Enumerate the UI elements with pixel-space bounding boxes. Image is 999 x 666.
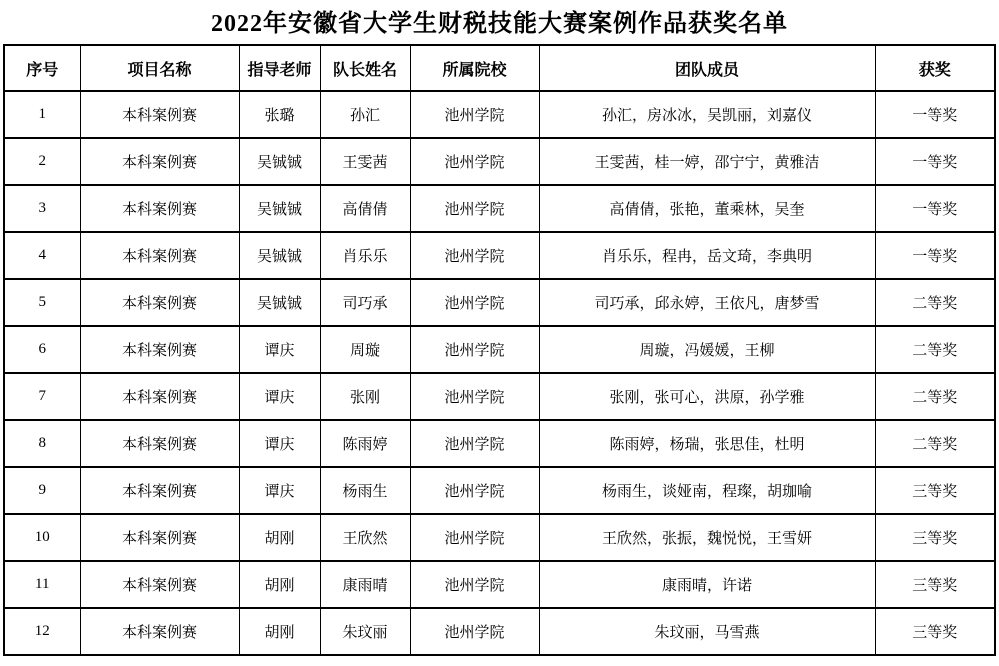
cell-team-members: 王欣然，张振，魏悦悦，王雪妍 [539, 514, 875, 561]
col-header-index: 序号 [4, 45, 80, 91]
cell-institution: 池州学院 [410, 373, 539, 420]
cell-leader-name: 王雯茜 [320, 138, 410, 185]
cell-leader-name: 朱玟丽 [320, 608, 410, 655]
cell-advisor: 谭庆 [239, 373, 320, 420]
cell-index: 2 [4, 138, 80, 185]
cell-leader-name: 孙汇 [320, 91, 410, 138]
cell-project-name: 本科案例赛 [80, 326, 239, 373]
cell-advisor: 吴铖铖 [239, 232, 320, 279]
cell-advisor: 谭庆 [239, 326, 320, 373]
col-header-institution: 所属院校 [410, 45, 539, 91]
table-row [4, 373, 995, 420]
cell-institution: 池州学院 [410, 185, 539, 232]
cell-advisor: 吴铖铖 [239, 279, 320, 326]
cell-index: 8 [4, 420, 80, 467]
cell-institution: 池州学院 [410, 279, 539, 326]
col-header-advisor: 指导老师 [239, 45, 320, 91]
cell-leader-name: 周璇 [320, 326, 410, 373]
cell-project-name: 本科案例赛 [80, 91, 239, 138]
cell-advisor: 胡刚 [239, 514, 320, 561]
col-header-team-members: 团队成员 [539, 45, 875, 91]
cell-leader-name: 高倩倩 [320, 185, 410, 232]
cell-index: 4 [4, 232, 80, 279]
table-row [4, 420, 995, 467]
cell-award: 二等奖 [875, 326, 995, 373]
cell-leader-name: 司巧承 [320, 279, 410, 326]
cell-team-members: 张刚，张可心，洪原，孙学雅 [539, 373, 875, 420]
cell-project-name: 本科案例赛 [80, 373, 239, 420]
cell-project-name: 本科案例赛 [80, 561, 239, 608]
cell-advisor: 胡刚 [239, 561, 320, 608]
cell-institution: 池州学院 [410, 232, 539, 279]
cell-index: 1 [4, 91, 80, 138]
cell-project-name: 本科案例赛 [80, 232, 239, 279]
cell-advisor: 谭庆 [239, 467, 320, 514]
table-row [4, 185, 995, 232]
cell-team-members: 陈雨婷，杨瑞，张思佳，杜明 [539, 420, 875, 467]
cell-index: 5 [4, 279, 80, 326]
cell-leader-name: 肖乐乐 [320, 232, 410, 279]
cell-award: 一等奖 [875, 138, 995, 185]
cell-project-name: 本科案例赛 [80, 138, 239, 185]
cell-institution: 池州学院 [410, 326, 539, 373]
cell-award: 二等奖 [875, 279, 995, 326]
cell-project-name: 本科案例赛 [80, 420, 239, 467]
cell-leader-name: 王欣然 [320, 514, 410, 561]
cell-award: 一等奖 [875, 232, 995, 279]
col-header-project-name: 项目名称 [80, 45, 239, 91]
cell-leader-name: 杨雨生 [320, 467, 410, 514]
table-row [4, 561, 995, 608]
cell-institution: 池州学院 [410, 467, 539, 514]
cell-project-name: 本科案例赛 [80, 608, 239, 655]
cell-award: 三等奖 [875, 608, 995, 655]
cell-advisor: 胡刚 [239, 608, 320, 655]
cell-team-members: 司巧承，邱永婷，王依凡，唐梦雪 [539, 279, 875, 326]
cell-index: 10 [4, 514, 80, 561]
cell-project-name: 本科案例赛 [80, 467, 239, 514]
cell-advisor: 张璐 [239, 91, 320, 138]
cell-award: 一等奖 [875, 91, 995, 138]
table-row [4, 138, 995, 185]
cell-advisor: 谭庆 [239, 420, 320, 467]
table-row [4, 514, 995, 561]
cell-leader-name: 张刚 [320, 373, 410, 420]
page-title: 2022年安徽省大学生财税技能大赛案例作品获奖名单 [211, 11, 788, 37]
cell-index: 9 [4, 467, 80, 514]
table-row [4, 232, 995, 279]
cell-award: 三等奖 [875, 467, 995, 514]
table-row [4, 91, 995, 138]
cell-team-members: 高倩倩，张艳，董乘林，吴奎 [539, 185, 875, 232]
cell-advisor: 吴铖铖 [239, 138, 320, 185]
cell-team-members: 康雨晴，许诺 [539, 561, 875, 608]
award-table [3, 44, 996, 656]
cell-award: 二等奖 [875, 420, 995, 467]
cell-team-members: 周璇，冯媛媛，王柳 [539, 326, 875, 373]
cell-team-members: 朱玟丽，马雪燕 [539, 608, 875, 655]
cell-leader-name: 康雨晴 [320, 561, 410, 608]
col-header-leader-name: 队长姓名 [320, 45, 410, 91]
cell-team-members: 肖乐乐，程冉，岳文琦，李典明 [539, 232, 875, 279]
cell-award: 三等奖 [875, 514, 995, 561]
cell-team-members: 杨雨生，谈娅南，程璨，胡珈喻 [539, 467, 875, 514]
col-header-award: 获奖 [875, 45, 995, 91]
cell-award: 二等奖 [875, 373, 995, 420]
cell-institution: 池州学院 [410, 561, 539, 608]
cell-institution: 池州学院 [410, 91, 539, 138]
cell-institution: 池州学院 [410, 514, 539, 561]
table-row [4, 608, 995, 655]
cell-index: 12 [4, 608, 80, 655]
table-row [4, 279, 995, 326]
cell-project-name: 本科案例赛 [80, 279, 239, 326]
cell-project-name: 本科案例赛 [80, 185, 239, 232]
cell-award: 三等奖 [875, 561, 995, 608]
cell-award: 一等奖 [875, 185, 995, 232]
cell-project-name: 本科案例赛 [80, 514, 239, 561]
cell-advisor: 吴铖铖 [239, 185, 320, 232]
cell-index: 3 [4, 185, 80, 232]
cell-leader-name: 陈雨婷 [320, 420, 410, 467]
header-row [4, 45, 995, 91]
cell-institution: 池州学院 [410, 420, 539, 467]
cell-index: 7 [4, 373, 80, 420]
cell-team-members: 王雯茜，桂一婷，邵宁宁，黄雅洁 [539, 138, 875, 185]
cell-index: 11 [4, 561, 80, 608]
cell-team-members: 孙汇，房冰冰，吴凯丽，刘嘉仪 [539, 91, 875, 138]
cell-institution: 池州学院 [410, 138, 539, 185]
cell-institution: 池州学院 [410, 608, 539, 655]
table-row [4, 467, 995, 514]
table-row [4, 326, 995, 373]
cell-index: 6 [4, 326, 80, 373]
